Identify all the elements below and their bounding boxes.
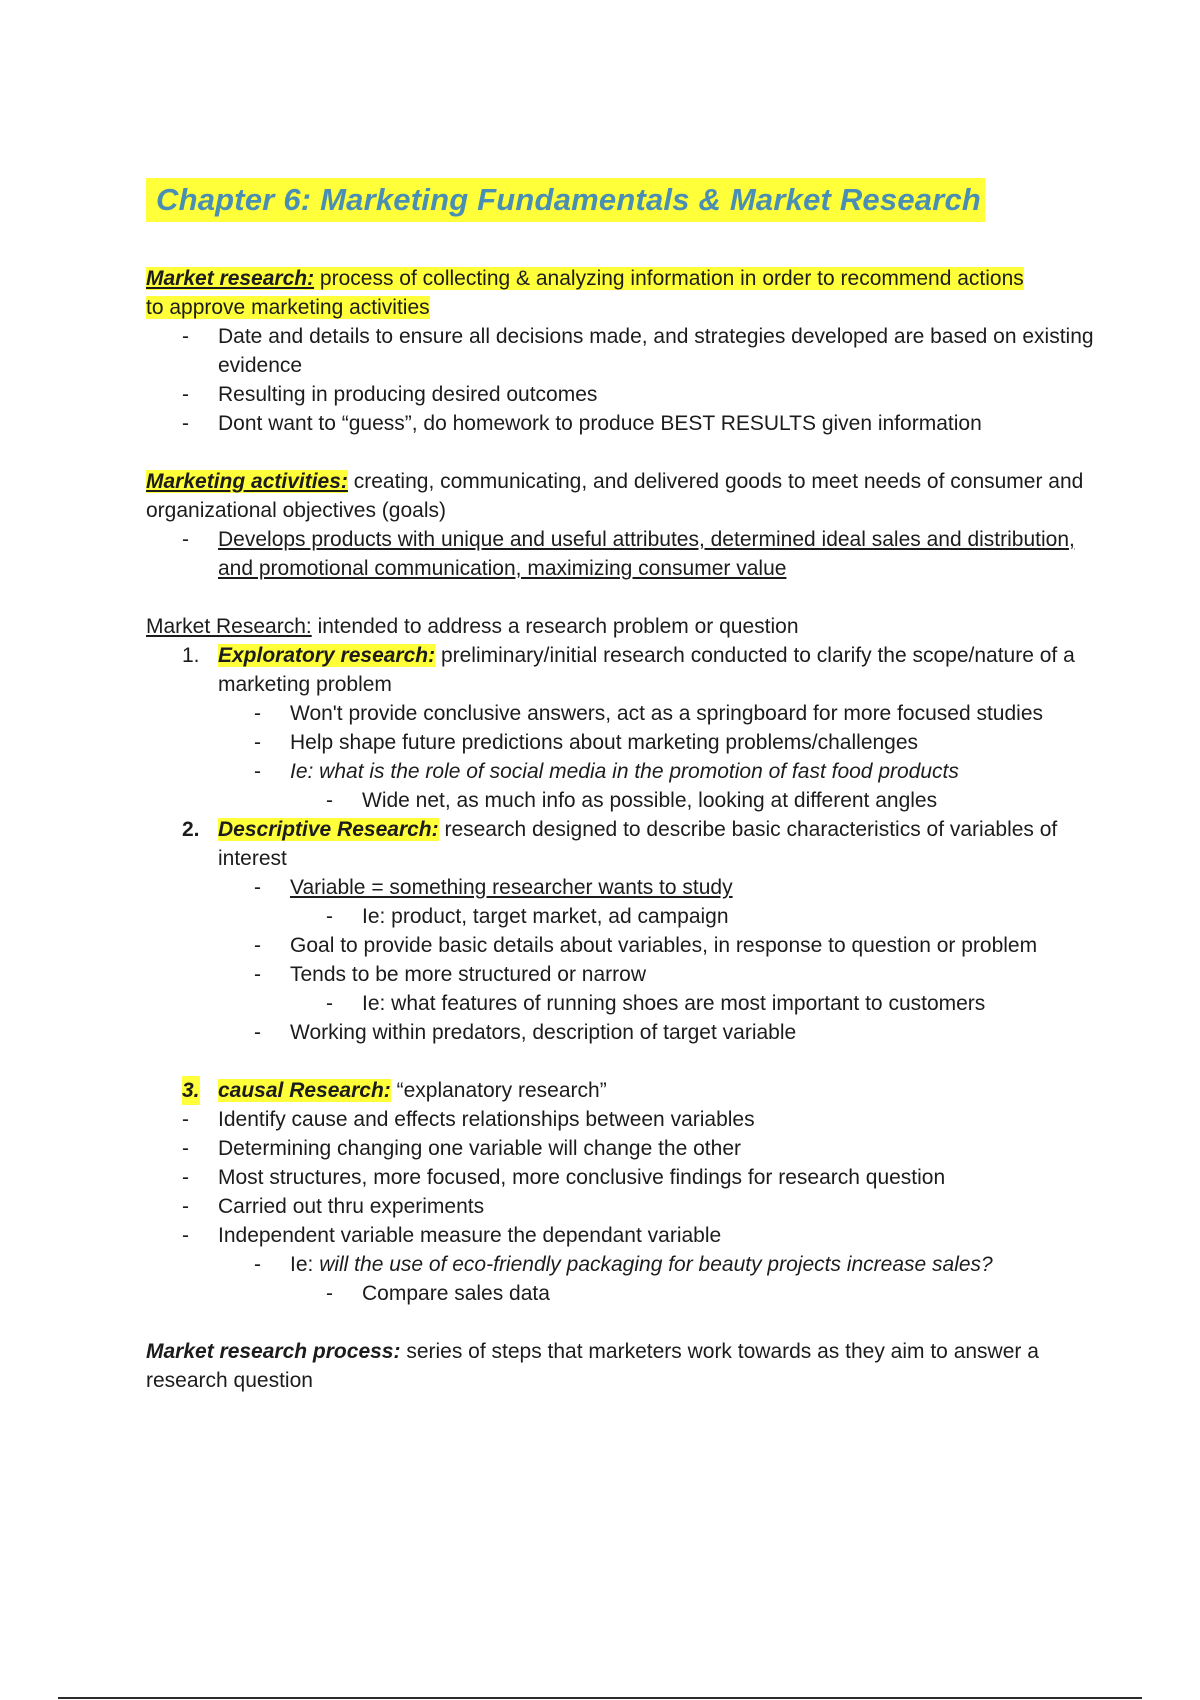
exploratory-research-item: 1. Exploratory research: preliminary/initial research conducted to clarify the scope/nature of a marketing problem — [182, 644, 1075, 696]
list-item: - Tends to be more structured or narrow — [146, 960, 1106, 989]
dash-marker: - — [254, 934, 261, 957]
dash-marker: - — [326, 1282, 333, 1305]
page-bottom-rule — [58, 1697, 1142, 1699]
list-item: - Develops products with unique and useful attributes, determined ideal sales and distribution, and promotional communication, maximizing consumer value — [146, 525, 1106, 583]
list-item: - Compare sales data — [146, 1279, 1106, 1308]
list-item: - Resulting in producing desired outcomes — [146, 380, 1106, 409]
list-item: - Carried out thru experiments — [146, 1192, 1106, 1221]
dash-marker: - — [326, 789, 333, 812]
dash-marker: - — [182, 325, 189, 348]
list-item: - Ie: what features of running shoes are most important to customers — [146, 989, 1106, 1018]
exploratory-research-term: Exploratory research: — [218, 644, 436, 667]
list-item: - Wide net, as much info as possible, looking at different angles — [146, 786, 1106, 815]
dash-marker: - — [326, 992, 333, 1015]
list-item: - Won't provide conclusive answers, act as a springboard for more focused studies — [146, 699, 1106, 728]
list-item: - Ie: what is the role of social media in the promotion of fast food products — [146, 757, 1106, 786]
dash-marker: - — [182, 528, 189, 551]
list-item: - Identify cause and effects relationships between variables — [146, 1105, 1106, 1134]
research-types-list — [146, 641, 1106, 1047]
dash-marker: - — [254, 731, 261, 754]
list-item: - Determining changing one variable will change the other — [146, 1134, 1106, 1163]
dash-marker: - — [326, 905, 333, 928]
dash-marker: - — [182, 1137, 189, 1160]
causal-research-item: 3. causal Research: “explanatory research” — [146, 1076, 1106, 1105]
causal-research-bullets — [146, 1105, 1106, 1308]
dash-marker: - — [182, 1166, 189, 1189]
descriptive-research-term: Descriptive Research: — [218, 818, 439, 841]
list-item: - Help shape future predictions about marketing problems/challenges — [146, 728, 1106, 757]
dash-marker: - — [182, 1224, 189, 1247]
dash-marker: - — [182, 383, 189, 406]
list-item: - Ie: product, target market, ad campaign — [146, 902, 1106, 931]
list-item: - Date and details to ensure all decisions made, and strategies developed are based on existing evidence — [146, 322, 1106, 380]
market-research-definition — [146, 264, 1106, 322]
document-page — [146, 178, 1106, 1395]
marketing-activities-term: Marketing activities: — [146, 470, 348, 493]
market-research-problem-term: Market Research: — [146, 615, 312, 638]
dash-marker: - — [254, 1021, 261, 1044]
list-item: - Independent variable measure the dependant variable — [146, 1221, 1106, 1250]
list-item: - Ie: will the use of eco-friendly packaging for beauty projects increase sales? — [146, 1250, 1106, 1279]
marketing-activities-bullets — [146, 525, 1106, 583]
dash-marker: - — [182, 1108, 189, 1131]
market-research-bullets — [146, 322, 1106, 438]
list-item: - Working within predators, description of target variable — [146, 1018, 1106, 1047]
dash-marker: - — [182, 1195, 189, 1218]
market-research-process-definition: Market research process: series of steps that marketers work towards as they aim to answer a research question — [146, 1340, 1039, 1392]
market-research-term: Market research: — [146, 267, 315, 290]
dash-marker: - — [254, 760, 261, 783]
causal-research-term: causal Research: — [218, 1079, 391, 1102]
descriptive-research-item: 2. Descriptive Research: research designed to describe basic characteristics of variables of interest — [182, 818, 1058, 870]
dash-marker: - — [254, 702, 261, 725]
market-research-def-b: to approve marketing activities — [146, 296, 430, 319]
list-item: - Dont want to “guess”, do homework to produce BEST RESULTS given information — [146, 409, 1106, 438]
dash-marker: - — [254, 963, 261, 986]
list-item: - Most structures, more focused, more conclusive findings for research question — [146, 1163, 1106, 1192]
dash-marker: - — [182, 412, 189, 435]
list-item: - Goal to provide basic details about variables, in response to question or problem — [146, 931, 1106, 960]
market-research-problem-definition: Market Research: intended to address a research problem or question — [146, 615, 799, 638]
dash-marker: - — [254, 1253, 261, 1276]
dash-marker: - — [254, 876, 261, 899]
list-item: - Variable = something researcher wants to study — [146, 873, 1106, 902]
market-research-process-term: Market research process: — [146, 1340, 401, 1363]
marketing-activities-definition: Marketing activities: creating, communicating, and delivered goods to meet needs of consumer and organizational objectives (goals) — [146, 470, 1084, 522]
market-research-def-a: process of collecting & analyzing information in order to recommend actions — [314, 267, 1024, 290]
chapter-title: Chapter 6: Marketing Fundamentals & Market Research — [146, 178, 985, 222]
